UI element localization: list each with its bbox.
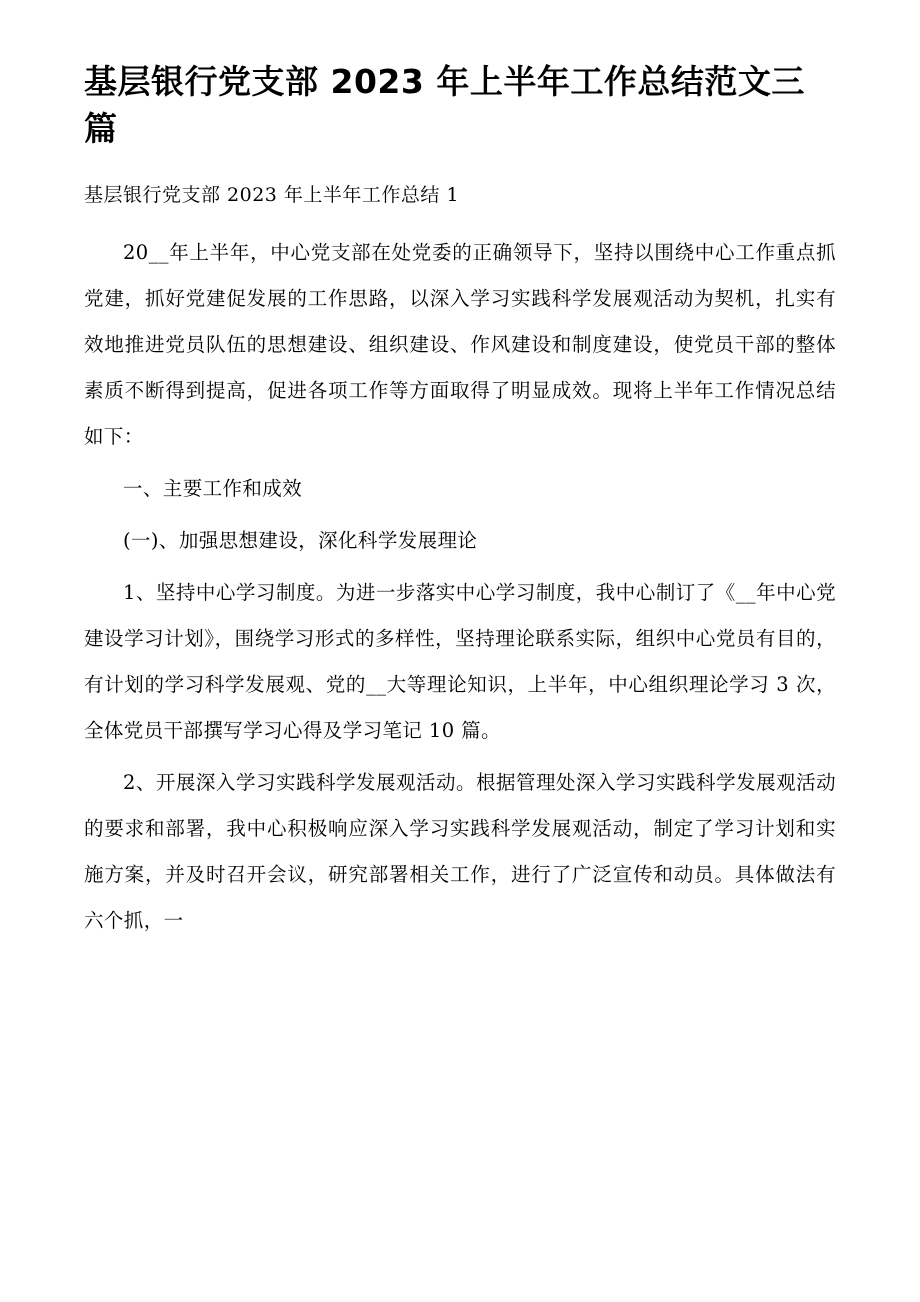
body-paragraph-1: 20__年上半年，中心党支部在处党委的正确领导下，坚持以围绕中心工作重点抓党建，抓好党建促发展的工作思路，以深入学习实践科学发展观活动为契机，扎实有效地推进党员队伍的思想建设、组织建设、作风建设和制度建设，使党员干部的整体素质不断得到提高，促进各项工作等方面取得了明显成效。现将上半年工作情况总结如下： bbox=[84, 241, 836, 448]
body-paragraph-3: 2、开展深入学习实践科学发展观活动。根据管理处深入学习实践科学发展观活动的要求和部署，我中心积极响应深入学习实践科学发展观活动，制定了学习计划和实施方案，并及时召开会议，研究部署相关工作，进行了广泛宣传和动员。具体做法有六个抓，一 bbox=[84, 771, 836, 932]
document-subtitle: 基层银行党支部 2023 年上半年工作总结 1 bbox=[84, 184, 460, 206]
page-title: 基层银行党支部 2023 年上半年工作总结范文三篇 bbox=[84, 62, 805, 148]
subsection-heading-1: (一)、加强思想建设，深化科学发展理论 bbox=[123, 529, 478, 552]
body-paragraph-2: 1、坚持中心学习制度。为进一步落实中心学习制度，我中心制订了《__年中心党建设学习计划》，围绕学习形式的多样性，坚持理论联系实际，组织中心党员有目的，有计划的学习科学发展观、党的__大等理论知识，上半年，中心组织理论学习 3 次，全体党员干部撰写学习心得及学习笔记 10 篇。 bbox=[84, 581, 836, 742]
section-heading-1: 一、主要工作和成效 bbox=[123, 477, 303, 500]
